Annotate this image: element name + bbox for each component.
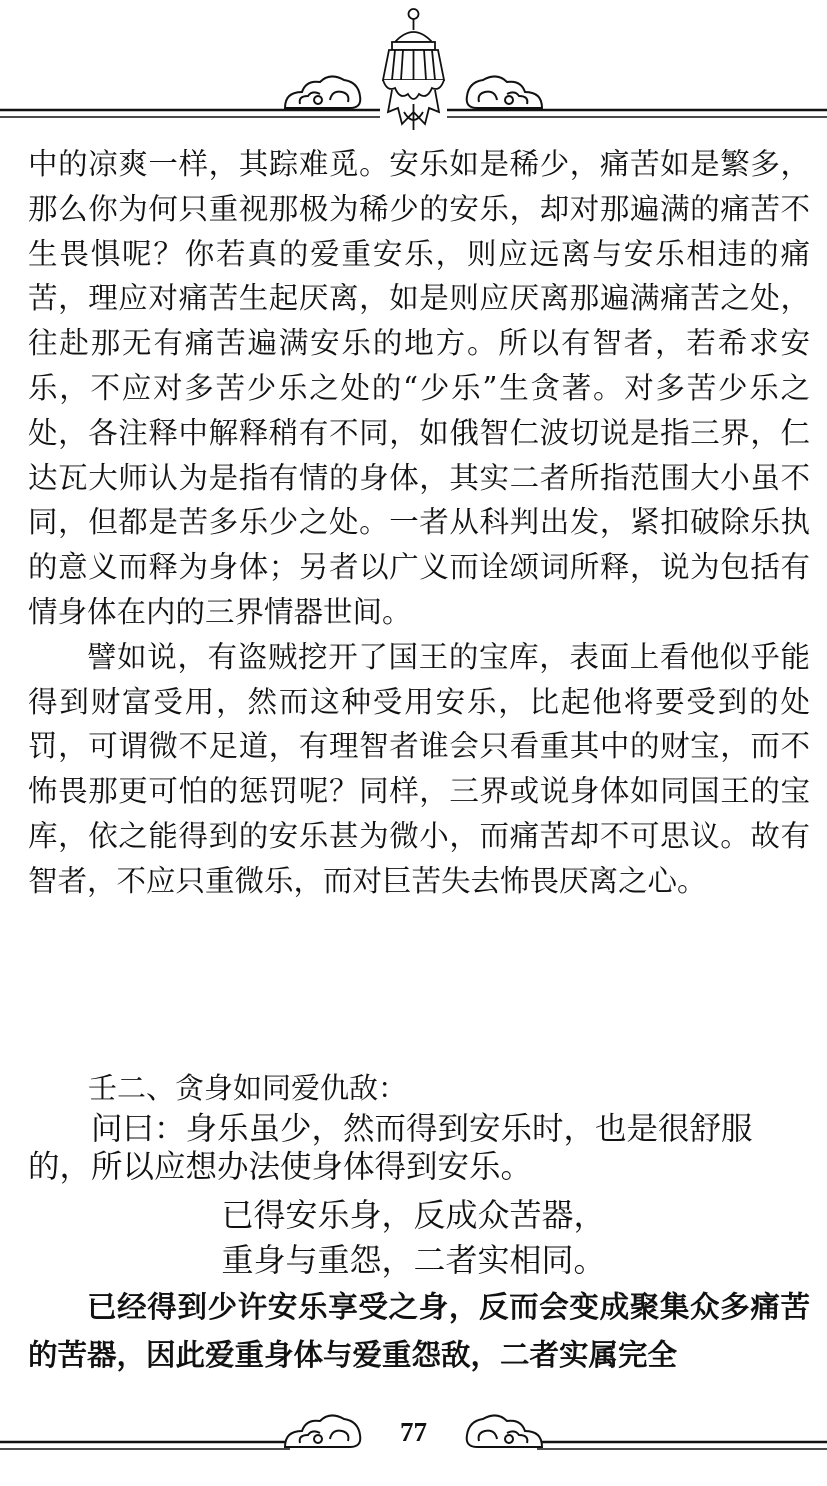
verse-line-2: 重身与重怨，二者实相同。 [221, 1241, 606, 1279]
explanation-paragraph: 已经得到少许安乐享受之身，反而会变成聚集众多痛苦的苦器，因此爱重身体与爱重怨敌，二者实属完全 [28, 1289, 810, 1372]
right-cloud-icon [467, 76, 542, 108]
question-paragraph: 问曰：身乐虽少，然而得到安乐时，也是很舒服的，所以应想办法使身体得到安乐。 [28, 1111, 753, 1184]
commentary-paragraph-1: 中的凉爽一样，其踪难觅。安乐如是稀少，痛苦如是繁多，那么你为何只重视那极为稀少的安乐，却对那遍满的痛苦不生畏惧呢？你若真的爱重安乐，则应远离与安乐相违的痛苦，理应对痛苦生起厌离，如是则应厌离那遍满痛苦之处，往赴那无有痛苦遍满安乐的地方。所以有智者，若希求安乐，不应对多苦少乐之处的“少乐”生贪著。对多苦少乐之处，各注释中解释稍有不同，如俄智仁波切说是指三界，仁达瓦大师认为是指有情的身体，其实二者所指范围大小虽不同，但都是苦多乐少之处。一者从科判出发，紧扣破除乐执的意义而释为身体；另者以广义而诠颂词所释，说为包括有情身体在内的三界情器世间。 [28, 147, 810, 629]
commentary-paragraph-2: 譬如说，有盗贼挖开了国王的宝库，表面上看他似乎能得到财富受用，然而这种受用安乐，比起他将要受到的处罚，可谓微不足道，有理智者谁会只看重其中的财宝，而不怖畏那更可怕的惩罚呢？同样，三界或说身体如同国王的宝库，依之能得到的安乐甚为微小，而痛苦却不可思议。故有智者，不应只重微乐，而对巨苦失去怖畏厌离之心。 [28, 639, 810, 898]
section-heading: 壬二、贪身如同爱仇敌： [88, 1071, 408, 1105]
top-ornament [0, 0, 827, 140]
verse-line-1: 已得安乐身，反成众苦器， [221, 1196, 606, 1234]
left-cloud-icon [285, 76, 360, 108]
root-verse [0, 1193, 827, 1283]
page-number: 77 [400, 1417, 427, 1447]
verse-explanation [28, 1283, 810, 1379]
victory-banner-icon [383, 9, 444, 130]
question-text [28, 1110, 810, 1186]
commentary-text [28, 142, 810, 904]
